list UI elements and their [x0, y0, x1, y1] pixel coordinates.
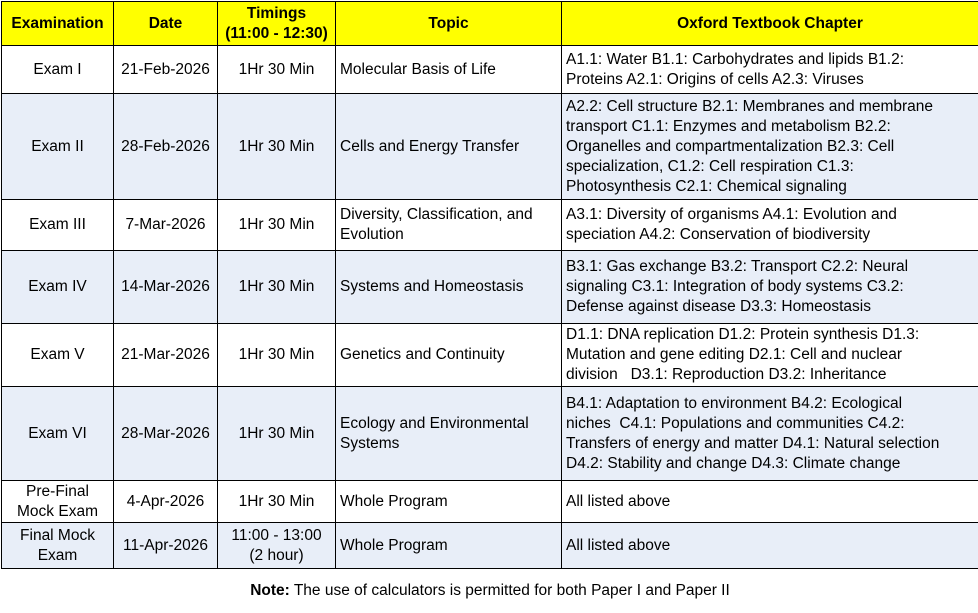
table-row [2, 481, 978, 523]
chapter-line: speciation A4.2: Conservation of biodiversity [566, 226, 870, 243]
note-cell [2, 569, 978, 613]
duration-text: 1Hr 30 Min [239, 138, 315, 155]
topic-text: Whole Program [340, 537, 448, 554]
table-row [2, 94, 978, 200]
chapter-line: division D3.1: Reproduction D3.2: Inheritance [566, 366, 887, 383]
chapter-cell [562, 387, 978, 481]
chapter-cell [562, 523, 978, 569]
duration-text: (2 hour) [249, 547, 303, 564]
topic-cell [336, 387, 562, 481]
chapter-cell [562, 481, 978, 523]
exam-cell [2, 481, 114, 523]
chapter-cell [562, 251, 978, 324]
chapter-line: B4.1: Adaptation to environment B4.2: Ecological [566, 395, 902, 412]
exam-cell [2, 46, 114, 94]
exam-schedule-table [1, 1, 978, 613]
note-label: Note: [250, 582, 290, 599]
topic-text: Whole Program [340, 493, 448, 510]
date-cell: 21-Mar-2026 [114, 324, 218, 387]
header-row [2, 2, 978, 46]
duration-text: 11:00 - 13:00 [231, 527, 321, 544]
topic-cell [336, 481, 562, 523]
duration-cell [218, 46, 336, 94]
table-row [2, 251, 978, 324]
topic-cell [336, 251, 562, 324]
exam-cell [2, 94, 114, 200]
date-cell: 14-Mar-2026 [114, 251, 218, 324]
header-chapter: Oxford Textbook Chapter [562, 2, 978, 46]
topic-text: Ecology and Environmental [340, 415, 529, 432]
topic-text: Systems [340, 435, 399, 452]
topic-text: Diversity, Classification, and [340, 206, 533, 223]
chapter-line: niches C4.1: Populations and communities C4.2: [566, 415, 905, 432]
table-row [2, 387, 978, 481]
header-timings-title: Timings [247, 5, 306, 22]
date-cell: 28-Mar-2026 [114, 387, 218, 481]
chapter-line: Defense against disease D3.3: Homeostasis [566, 298, 871, 315]
note-row [2, 569, 978, 613]
chapter-line: A3.1: Diversity of organisms A4.1: Evolution and [566, 206, 897, 223]
date-cell: 28-Feb-2026 [114, 94, 218, 200]
date-cell: 4-Apr-2026 [114, 481, 218, 523]
duration-cell [218, 324, 336, 387]
date-cell: 7-Mar-2026 [114, 200, 218, 251]
exam-name: Exam [38, 547, 78, 564]
chapter-cell [562, 94, 978, 200]
chapter-line: All listed above [566, 493, 670, 510]
chapter-line: A2.2: Cell structure B2.1: Membranes and membrane [566, 98, 933, 115]
chapter-cell [562, 200, 978, 251]
topic-text: Systems and Homeostasis [340, 278, 524, 295]
exam-cell [2, 523, 114, 569]
chapter-line: D4.2: Stability and change D4.3: Climate change [566, 455, 900, 472]
exam-name: Exam VI [28, 425, 87, 442]
duration-text: 1Hr 30 Min [239, 61, 315, 78]
topic-cell [336, 94, 562, 200]
header-timings-range: (11:00 - 12:30) [225, 25, 328, 42]
topic-text: Molecular Basis of Life [340, 61, 496, 78]
chapter-line: Proteins A2.1: Origins of cells A2.3: Viruses [566, 71, 864, 88]
topic-cell [336, 200, 562, 251]
date-cell: 21-Feb-2026 [114, 46, 218, 94]
topic-text: Evolution [340, 226, 404, 243]
duration-text: 1Hr 30 Min [239, 425, 315, 442]
topic-text: Cells and Energy Transfer [340, 138, 519, 155]
duration-text: 1Hr 30 Min [239, 346, 315, 363]
chapter-line: A1.1: Water B1.1: Carbohydrates and lipids B1.2: [566, 51, 904, 68]
table-row [2, 324, 978, 387]
duration-cell [218, 387, 336, 481]
duration-text: 1Hr 30 Min [239, 278, 315, 295]
chapter-line: Transfers of energy and matter D4.1: Natural selection [566, 435, 939, 452]
exam-name: Mock Exam [17, 503, 98, 520]
header-topic: Topic [336, 2, 562, 46]
chapter-cell [562, 46, 978, 94]
duration-cell [218, 200, 336, 251]
topic-text: Genetics and Continuity [340, 346, 505, 363]
table-row [2, 46, 978, 94]
exam-name: Exam IV [28, 278, 87, 295]
note-text: The use of calculators is permitted for both Paper I and Paper II [290, 582, 730, 599]
duration-text: 1Hr 30 Min [239, 493, 315, 510]
exam-name: Exam II [31, 138, 84, 155]
exam-name: Pre-Final [26, 483, 89, 500]
chapter-line: specialization, C1.2: Cell respiration C1.3: [566, 158, 854, 175]
chapter-line: B3.1: Gas exchange B3.2: Transport C2.2: Neural [566, 258, 908, 275]
header-timings [218, 2, 336, 46]
topic-cell [336, 523, 562, 569]
chapter-line: Photosynthesis C2.1: Chemical signaling [566, 178, 847, 195]
exam-cell [2, 324, 114, 387]
exam-name: Exam III [29, 216, 86, 233]
table-row [2, 523, 978, 569]
exam-cell [2, 251, 114, 324]
exam-name: Exam V [30, 346, 84, 363]
exam-cell [2, 200, 114, 251]
chapter-line: transport C1.1: Enzymes and metabolism B2.2: [566, 118, 891, 135]
chapter-cell [562, 324, 978, 387]
chapter-line: Mutation and gene editing D2.1: Cell and nuclear [566, 346, 902, 363]
header-examination: Examination [2, 2, 114, 46]
exam-name: Final Mock [20, 527, 95, 544]
duration-cell [218, 481, 336, 523]
exam-name: Exam I [33, 61, 81, 78]
chapter-line: Organelles and compartmentalization B2.3: Cell [566, 138, 894, 155]
header-date: Date [114, 2, 218, 46]
duration-cell [218, 523, 336, 569]
chapter-line: D1.1: DNA replication D1.2: Protein synthesis D1.3: [566, 326, 919, 343]
duration-text: 1Hr 30 Min [239, 216, 315, 233]
duration-cell [218, 94, 336, 200]
chapter-line: signaling C3.1: Integration of body systems C3.2: [566, 278, 904, 295]
exam-cell [2, 387, 114, 481]
date-cell: 11-Apr-2026 [114, 523, 218, 569]
topic-cell [336, 324, 562, 387]
table-row [2, 200, 978, 251]
topic-cell [336, 46, 562, 94]
chapter-line: All listed above [566, 537, 670, 554]
duration-cell [218, 251, 336, 324]
